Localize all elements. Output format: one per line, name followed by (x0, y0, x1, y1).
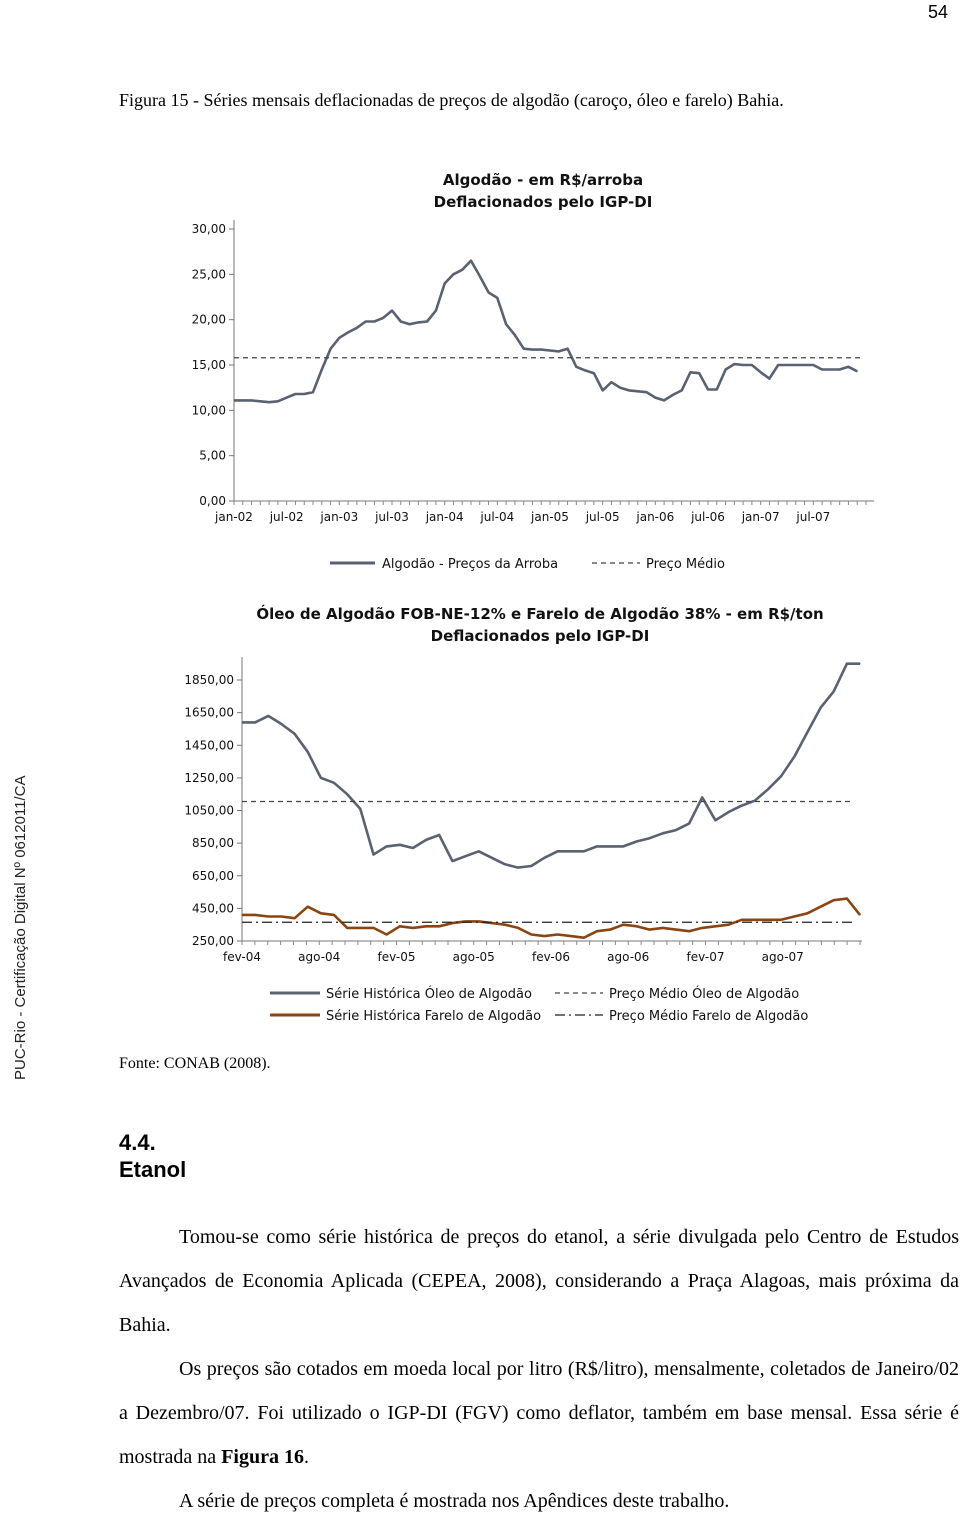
data-point (418, 322, 419, 323)
x-tick-label: jul-05 (585, 510, 620, 524)
chart-title: Algodão - em R$/arroba (442, 171, 644, 189)
data-point (360, 927, 361, 928)
data-point (567, 348, 568, 349)
data-point (281, 916, 282, 917)
data-point (268, 916, 269, 917)
data-point (504, 924, 505, 925)
y-tick-label: 1250,00 (184, 770, 234, 785)
x-tick-label: fev-04 (223, 950, 261, 964)
data-point (602, 390, 603, 391)
data-point (321, 369, 322, 370)
data-point (794, 916, 795, 917)
data-point (728, 812, 729, 813)
data-point (286, 397, 287, 398)
paragraph: Tomou-se como série histórica de preços do etanol, a série divulgada pelo Centro de Estudos Avançados de Economia Aplicada (CEPEA, 2008), considerando a Praça Alagoas, mais próxima da Bahia. (119, 1226, 959, 1336)
y-tick-label: 850,00 (192, 836, 234, 851)
data-point (386, 846, 387, 847)
data-point (743, 364, 744, 365)
data-point (255, 722, 256, 723)
data-point (470, 260, 471, 261)
data-point (857, 371, 858, 372)
data-point (514, 334, 515, 335)
data-point (596, 846, 597, 847)
y-tick-label: 250,00 (192, 934, 234, 948)
data-point (320, 777, 321, 778)
data-point (830, 369, 831, 370)
data-point (488, 292, 489, 293)
series-line (234, 261, 857, 403)
data-point (576, 366, 577, 367)
y-tick-label: 10,00 (191, 403, 226, 418)
data-point (741, 919, 742, 920)
data-point (646, 392, 647, 393)
x-tick-label: fev-05 (377, 950, 416, 964)
data-point (491, 857, 492, 858)
data-point (570, 936, 571, 937)
figure-source: Fonte: CONAB (2008). (119, 1055, 271, 1072)
data-point (255, 914, 256, 915)
legend-label-mean: Preço Médio (646, 557, 725, 572)
data-point (611, 382, 612, 383)
data-point (804, 364, 805, 365)
data-point (281, 723, 282, 724)
x-tick-label: jan-05 (531, 510, 569, 524)
data-point (767, 919, 768, 920)
data-point (813, 364, 814, 365)
data-point (544, 936, 545, 937)
y-tick-label: 0,00 (199, 494, 226, 508)
data-point (333, 914, 334, 915)
data-point (295, 393, 296, 394)
data-point (549, 350, 550, 351)
data-point (699, 373, 700, 374)
legend-label-meal-mean: Preço Médio Farelo de Algodão (609, 1009, 809, 1024)
data-point (649, 838, 650, 839)
data-point (795, 364, 796, 365)
series-line (242, 664, 860, 868)
x-tick-label: fev-06 (532, 950, 570, 964)
data-point (725, 369, 726, 370)
y-tick-label: 5,00 (199, 448, 226, 463)
data-point (716, 389, 717, 390)
data-point (412, 927, 413, 928)
x-tick-label: jul-03 (375, 510, 409, 524)
data-point (465, 856, 466, 857)
data-point (506, 324, 507, 325)
data-point (781, 919, 782, 920)
data-point (347, 794, 348, 795)
x-tick-label: jul-06 (691, 510, 725, 524)
data-point (570, 851, 571, 852)
data-point (557, 851, 558, 852)
data-point (664, 400, 665, 401)
data-point (623, 846, 624, 847)
data-point (769, 378, 770, 379)
data-point (412, 847, 413, 848)
legend-label-oil-mean: Preço Médio Óleo de Algodão (609, 987, 800, 1002)
data-point (268, 715, 269, 716)
chart-subtitle: Deflacionados pelo IGP-DI (433, 193, 653, 211)
x-tick-label: jan-02 (215, 510, 253, 524)
y-tick-label: 1650,00 (184, 705, 234, 720)
data-point (628, 390, 629, 391)
cotton-arroba-chart (170, 160, 950, 590)
data-point (833, 900, 834, 901)
data-point (444, 283, 445, 284)
data-point (820, 906, 821, 907)
data-point (610, 846, 611, 847)
legend-label-price: Algodão - Preços da Arroba (382, 557, 559, 572)
data-point (365, 321, 366, 322)
data-point (452, 860, 453, 861)
data-point (741, 805, 742, 806)
data-point (478, 851, 479, 852)
data-point (846, 663, 847, 664)
data-point (312, 392, 313, 393)
data-point (541, 349, 542, 350)
data-point (707, 389, 708, 390)
data-point (786, 364, 787, 365)
data-point (439, 834, 440, 835)
data-point (734, 363, 735, 364)
data-point (425, 839, 426, 840)
section-number: 4.4. (119, 1130, 156, 1155)
data-point (558, 351, 559, 352)
data-point (846, 898, 847, 899)
data-point (462, 269, 463, 270)
y-tick-label: 25,00 (191, 267, 226, 282)
data-point (807, 913, 808, 914)
y-tick-label: 15,00 (191, 358, 226, 372)
data-point (383, 317, 384, 318)
data-point (751, 364, 752, 365)
data-point (702, 927, 703, 928)
y-tick-label: 30,00 (191, 222, 226, 236)
data-point (399, 926, 400, 927)
x-tick-label: jan-06 (636, 510, 675, 524)
x-tick-label: ago-06 (607, 950, 650, 964)
data-point (636, 841, 637, 842)
data-point (820, 707, 821, 708)
data-point (583, 851, 584, 852)
data-point (637, 391, 638, 392)
data-point (339, 337, 340, 338)
data-point (435, 310, 436, 311)
x-tick-label: jul-02 (269, 510, 304, 524)
x-tick-label: fev-07 (686, 950, 725, 964)
data-point (453, 274, 454, 275)
x-tick-label: jan-04 (425, 510, 464, 524)
data-point (688, 931, 689, 932)
data-point (373, 927, 374, 928)
data-point (702, 797, 703, 798)
x-tick-label: jan-07 (741, 510, 780, 524)
paragraph: A série de preços completa é mostrada nos Apêndices deste trabalho. (179, 1490, 730, 1512)
data-point (333, 782, 334, 783)
data-point (681, 390, 682, 391)
data-point (767, 789, 768, 790)
data-point (241, 914, 242, 915)
data-point (427, 321, 428, 322)
y-tick-label: 1850,00 (184, 673, 234, 687)
data-point (833, 691, 834, 692)
data-point (532, 349, 533, 350)
data-point (307, 751, 308, 752)
data-point (583, 937, 584, 938)
data-point (754, 919, 755, 920)
data-point (518, 867, 519, 868)
data-point (304, 393, 305, 394)
data-point (728, 924, 729, 925)
data-point (662, 927, 663, 928)
data-point (504, 864, 505, 865)
data-point (348, 332, 349, 333)
data-point (623, 924, 624, 925)
data-point (330, 348, 331, 349)
data-point (557, 934, 558, 935)
data-point (760, 372, 761, 373)
data-point (307, 906, 308, 907)
y-tick-label: 1450,00 (184, 738, 234, 753)
data-point (672, 394, 673, 395)
chart-legend (270, 986, 808, 1024)
data-point (400, 321, 401, 322)
data-point (839, 369, 840, 370)
x-tick-label: ago-07 (761, 950, 804, 964)
y-tick-label: 20,00 (191, 312, 226, 327)
data-point (593, 373, 594, 374)
data-point (373, 854, 374, 855)
data-point (374, 321, 375, 322)
paragraph-text: . (303, 1446, 309, 1468)
data-point (531, 934, 532, 935)
x-tick-label: jul-07 (796, 510, 831, 524)
certification-watermark: PUC-Rio - Certificação Digital Nº 0612011/CA (12, 775, 29, 1080)
x-tick-label: ago-04 (298, 950, 341, 964)
data-point (360, 808, 361, 809)
data-point (596, 931, 597, 932)
y-tick-label: 450,00 (192, 901, 234, 916)
data-point (399, 844, 400, 845)
data-point (690, 372, 691, 373)
figure-caption: Figura 15 - Séries mensais deflacionadas de preços de algodão (caroço, óleo e farelo) Bahia. (119, 90, 784, 110)
paragraph (119, 1347, 959, 1479)
data-point (391, 310, 392, 311)
data-point (620, 387, 621, 388)
data-point (636, 926, 637, 927)
data-point (688, 823, 689, 824)
data-point (277, 401, 278, 402)
data-point (859, 914, 860, 915)
data-point (544, 857, 545, 858)
legend-label-meal: Série Histórica Farelo de Algodão (326, 1009, 542, 1024)
data-point (251, 400, 252, 401)
data-point (497, 297, 498, 298)
data-point (807, 732, 808, 733)
data-point (848, 366, 849, 367)
data-point (715, 926, 716, 927)
data-point (478, 921, 479, 922)
legend-label-oil: Série Histórica Óleo de Algodão (326, 987, 532, 1002)
data-point (778, 364, 779, 365)
chart-legend (330, 557, 725, 572)
data-point (822, 369, 823, 370)
data-point (518, 927, 519, 928)
figure-reference: Figura 16 (221, 1446, 304, 1468)
data-point (479, 276, 480, 277)
y-tick-label: 650,00 (192, 868, 234, 883)
data-point (439, 926, 440, 927)
data-point (260, 401, 261, 402)
data-point (662, 833, 663, 834)
data-point (655, 397, 656, 398)
y-tick-label: 1050,00 (184, 803, 234, 818)
data-point (294, 918, 295, 919)
series-line (242, 899, 860, 938)
data-point (649, 929, 650, 930)
paragraph-text: Os preços são cotados em moeda local por litro (R$/litro), mensalmente, coletados de Janeiro/02 a Dezembro/07. Foi utilizado o IGP-DI (FGV) como deflator, também em base mensal. Essa série é mostrada na (119, 1358, 959, 1468)
data-point (675, 929, 676, 930)
data-point (233, 400, 234, 401)
data-point (386, 934, 387, 935)
x-tick-label: jul-04 (480, 510, 515, 524)
data-point (347, 927, 348, 928)
data-point (269, 402, 270, 403)
data-point (585, 370, 586, 371)
data-point (409, 324, 410, 325)
data-point (523, 348, 524, 349)
data-point (425, 926, 426, 927)
section-title: Etanol (119, 1157, 187, 1182)
data-point (531, 865, 532, 866)
page-number: 54 (927, 2, 948, 22)
cottonseed-oil-meal-chart (170, 595, 950, 1045)
data-point (320, 913, 321, 914)
data-point (610, 929, 611, 930)
data-point (294, 733, 295, 734)
data-point (715, 820, 716, 821)
data-point (675, 829, 676, 830)
data-point (781, 776, 782, 777)
x-tick-label: jan-03 (320, 510, 359, 524)
chart-subtitle: Deflacionados pelo IGP-DI (430, 627, 650, 645)
chart-title: Óleo de Algodão FOB-NE-12% e Farelo de Algodão 38% - em R$/ton (256, 605, 824, 623)
x-tick-label: ago-05 (452, 950, 495, 964)
data-point (241, 722, 242, 723)
data-point (794, 756, 795, 757)
data-point (859, 663, 860, 664)
data-point (356, 327, 357, 328)
